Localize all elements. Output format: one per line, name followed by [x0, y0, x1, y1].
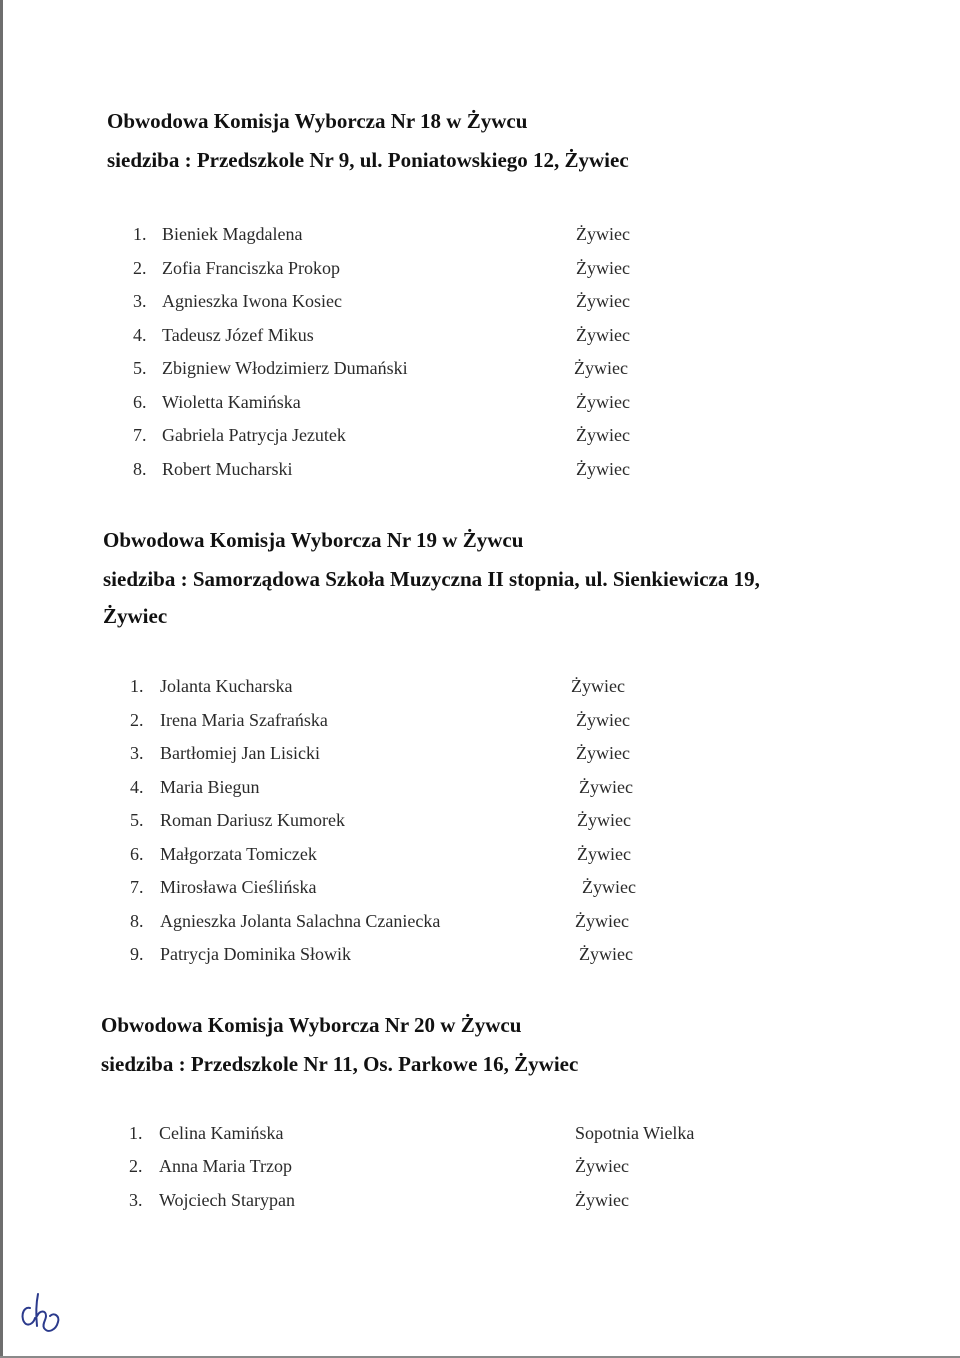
- commission-seat: siedziba : Samorządowa Szkoła Muzyczna II stopnia, ul. Sienkiewicza 19,: [103, 567, 760, 591]
- member-number: 3.: [129, 1190, 143, 1210]
- member-place: Żywiec: [577, 844, 631, 864]
- scan-left-edge: [0, 0, 3, 1358]
- member-name: Irena Maria Szafrańska: [160, 710, 328, 730]
- member-number: 8.: [130, 911, 144, 931]
- member-place: Żywiec: [576, 459, 630, 479]
- member-place: Żywiec: [576, 743, 630, 763]
- member-place: Żywiec: [579, 777, 633, 797]
- member-number: 5.: [133, 358, 147, 378]
- commission-title: Obwodowa Komisja Wyborcza Nr 20 w Żywcu: [101, 1013, 522, 1037]
- member-place: Sopotnia Wielka: [575, 1123, 695, 1143]
- member-place: Żywiec: [577, 810, 631, 830]
- commission-seat-continued: Żywiec: [103, 604, 168, 628]
- member-number: 2.: [130, 710, 144, 730]
- member-place: Żywiec: [576, 258, 630, 278]
- member-number: 7.: [133, 425, 147, 445]
- commission-seat: siedziba : Przedszkole Nr 11, Os. Parkowe 16, Żywiec: [101, 1052, 579, 1076]
- member-name: Małgorzata Tomiczek: [160, 844, 317, 864]
- member-number: 1.: [130, 676, 144, 696]
- member-place: Żywiec: [571, 676, 625, 696]
- member-name: Maria Biegun: [160, 777, 260, 797]
- member-name: Roman Dariusz Kumorek: [160, 810, 345, 830]
- member-number: 2.: [129, 1156, 143, 1176]
- member-number: 1.: [129, 1123, 143, 1143]
- member-place: Żywiec: [582, 877, 636, 897]
- member-number: 7.: [130, 877, 144, 897]
- member-place: Żywiec: [579, 944, 633, 964]
- member-place: Żywiec: [575, 1156, 629, 1176]
- member-name: Bartłomiej Jan Lisicki: [160, 743, 320, 763]
- member-number: 2.: [133, 258, 147, 278]
- member-place: Żywiec: [576, 710, 630, 730]
- member-name: Wioletta Kamińska: [162, 392, 301, 412]
- member-place: Żywiec: [576, 325, 630, 345]
- commission-title: Obwodowa Komisja Wyborcza Nr 19 w Żywcu: [103, 528, 524, 552]
- member-name: Mirosława Cieślińska: [160, 877, 317, 897]
- member-name: Gabriela Patrycja Jezutek: [162, 425, 346, 445]
- member-number: 4.: [130, 777, 144, 797]
- member-place: Żywiec: [576, 425, 630, 445]
- member-name: Celina Kamińska: [159, 1123, 284, 1143]
- member-number: 6.: [133, 392, 147, 412]
- member-number: 3.: [133, 291, 147, 311]
- member-name: Patrycja Dominika Słowik: [160, 944, 351, 964]
- member-name: Zofia Franciszka Prokop: [162, 258, 340, 278]
- member-number: 5.: [130, 810, 144, 830]
- member-name: Zbigniew Włodzimierz Dumański: [162, 358, 408, 378]
- member-place: Żywiec: [576, 224, 630, 244]
- member-name: Agnieszka Jolanta Salachna Czaniecka: [160, 911, 441, 931]
- member-place: Żywiec: [576, 291, 630, 311]
- member-name: Wojciech Starypan: [159, 1190, 296, 1210]
- member-place: Żywiec: [575, 911, 629, 931]
- member-name: Jolanta Kucharska: [160, 676, 293, 696]
- commission-seat: siedziba : Przedszkole Nr 9, ul. Poniatowskiego 12, Żywiec: [107, 148, 629, 172]
- member-number: 9.: [130, 944, 144, 964]
- member-name: Tadeusz Józef Mikus: [162, 325, 314, 345]
- member-name: Agnieszka Iwona Kosiec: [162, 291, 342, 311]
- member-place: Żywiec: [574, 358, 628, 378]
- member-number: 1.: [133, 224, 147, 244]
- signature-initials-icon: [16, 1290, 64, 1338]
- commission-title: Obwodowa Komisja Wyborcza Nr 18 w Żywcu: [107, 109, 528, 133]
- member-name: Robert Mucharski: [162, 459, 293, 479]
- member-name: Bieniek Magdalena: [162, 224, 303, 244]
- member-number: 6.: [130, 844, 144, 864]
- member-number: 4.: [133, 325, 147, 345]
- member-place: Żywiec: [576, 392, 630, 412]
- member-place: Żywiec: [575, 1190, 629, 1210]
- member-number: 8.: [133, 459, 147, 479]
- member-number: 3.: [130, 743, 144, 763]
- member-name: Anna Maria Trzop: [159, 1156, 292, 1176]
